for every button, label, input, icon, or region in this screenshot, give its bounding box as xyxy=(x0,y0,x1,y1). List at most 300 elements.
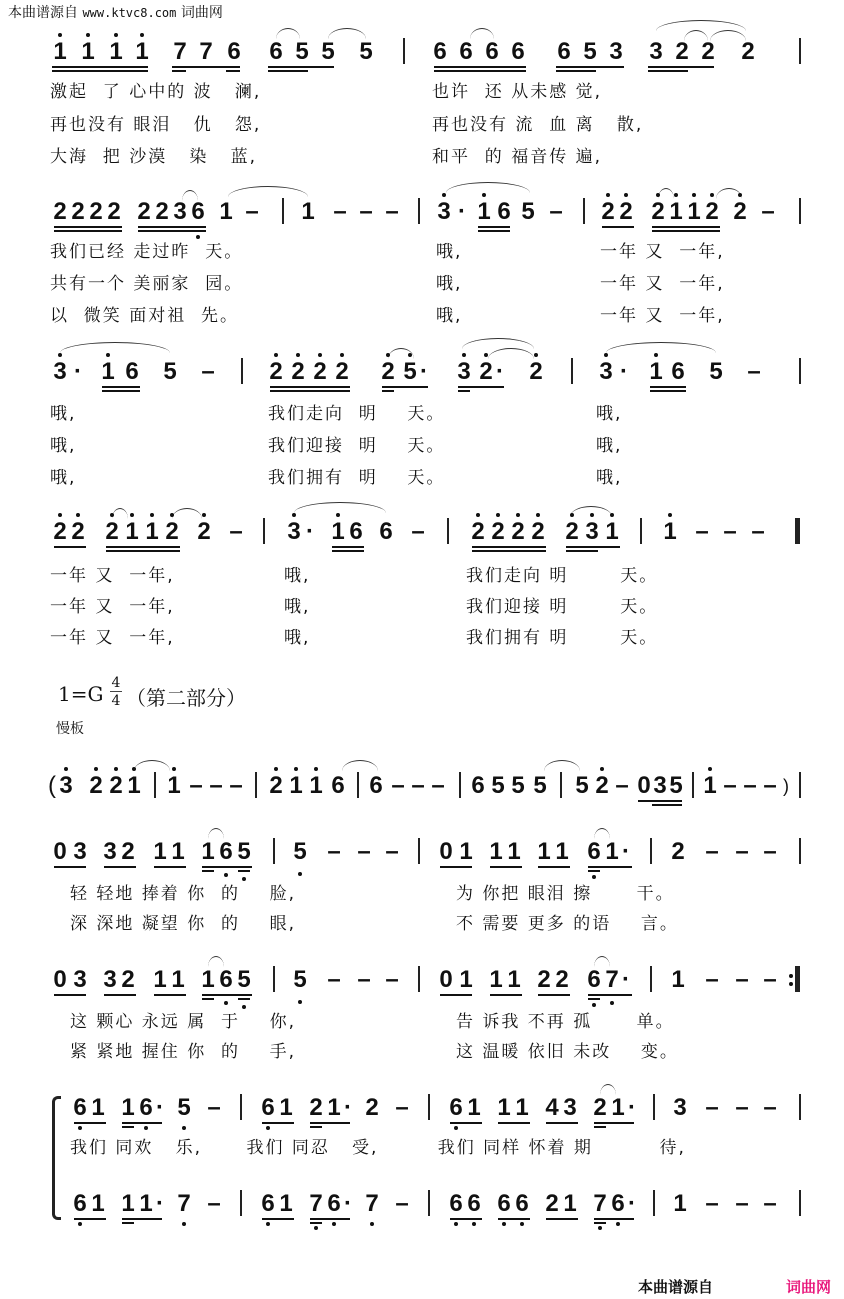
beam-underline xyxy=(310,1222,322,1224)
note: – xyxy=(763,966,777,993)
octave-dot xyxy=(266,1126,270,1130)
lyric-line: 紧 紧地 握住 你 的 手, xyxy=(70,1042,297,1062)
note: 1 xyxy=(611,1094,625,1121)
note: 1 xyxy=(289,772,303,799)
octave-dot xyxy=(610,513,614,517)
bar-line xyxy=(447,518,449,544)
beam-underline xyxy=(332,546,364,548)
beam-underline xyxy=(602,226,634,228)
bar-line xyxy=(241,358,243,384)
lyric-line: 和平 的 福音传 遍, xyxy=(432,147,603,167)
note: 1 xyxy=(687,198,701,225)
note: – xyxy=(357,966,371,993)
lyric-line: 激起 了 心中的 波 澜, xyxy=(50,82,262,102)
note: 1 xyxy=(171,966,185,993)
note: 6 xyxy=(467,1190,481,1217)
octave-dot xyxy=(298,872,302,876)
bar-line xyxy=(650,966,652,992)
note: · xyxy=(622,838,630,865)
slur xyxy=(606,342,716,353)
octave-dot xyxy=(604,353,608,357)
bar-line xyxy=(653,1094,655,1120)
note: 1 xyxy=(309,772,323,799)
note: · xyxy=(74,358,82,385)
octave-dot xyxy=(314,1226,318,1230)
octave-dot xyxy=(224,873,228,877)
key-signature: 1=G xyxy=(58,682,104,706)
note: – xyxy=(359,198,373,225)
beam-underline xyxy=(154,866,186,868)
octave-dot xyxy=(442,193,446,197)
beam-underline xyxy=(594,1218,634,1220)
note: 1 xyxy=(145,518,159,545)
beam-underline xyxy=(202,998,214,1000)
bar-line xyxy=(418,838,420,864)
note: 6 xyxy=(433,38,447,65)
note: 3 xyxy=(173,198,187,225)
note: 1 xyxy=(673,1190,687,1217)
beam-underline xyxy=(172,70,186,72)
beam-underline xyxy=(594,1122,634,1124)
lyric-line: 哦, xyxy=(596,468,623,488)
note: 2 xyxy=(107,198,121,225)
octave-dot xyxy=(298,1000,302,1004)
note: 1 xyxy=(671,966,685,993)
note: 7 xyxy=(177,1190,191,1217)
beam-underline xyxy=(104,866,136,868)
time-signature-bottom: 4 xyxy=(111,693,121,709)
beam-underline xyxy=(54,230,122,232)
note: – xyxy=(761,198,775,225)
note: 3 xyxy=(73,966,87,993)
note: – xyxy=(327,838,341,865)
note: 6 xyxy=(557,38,571,65)
note: · xyxy=(622,966,630,993)
lyric-line: 一年 又 一年, xyxy=(600,242,725,262)
octave-dot xyxy=(114,767,118,771)
octave-dot xyxy=(58,353,62,357)
octave-dot xyxy=(570,513,574,517)
octave-dot xyxy=(624,193,628,197)
bar-line xyxy=(154,772,156,798)
note: 1 xyxy=(459,838,473,865)
beam-underline xyxy=(54,994,86,996)
note: – xyxy=(549,198,563,225)
octave-dot xyxy=(76,513,80,517)
octave-dot xyxy=(656,193,660,197)
note: 2 xyxy=(651,198,665,225)
octave-dot xyxy=(150,513,154,517)
beam-underline xyxy=(498,1218,530,1220)
slur xyxy=(134,760,170,771)
note: 2 xyxy=(365,1094,379,1121)
note: 1 xyxy=(467,1094,481,1121)
note: 2 xyxy=(109,772,123,799)
octave-dot xyxy=(516,513,520,517)
note: 5 xyxy=(669,772,683,799)
note: – xyxy=(207,1190,221,1217)
beam-underline xyxy=(172,66,240,68)
lyric-line: 哦, xyxy=(50,436,77,456)
note: 1 xyxy=(703,772,717,799)
octave-dot xyxy=(78,1126,82,1130)
beam-underline xyxy=(546,1122,578,1124)
note: – xyxy=(735,838,749,865)
octave-dot xyxy=(318,353,322,357)
beam-underline xyxy=(588,866,632,868)
lyric-line: 我们拥有 明 天。 xyxy=(466,628,659,648)
beam-underline xyxy=(202,870,214,872)
slur xyxy=(446,182,530,193)
beam-underline xyxy=(122,1126,134,1128)
note: – xyxy=(723,772,737,799)
lyric-line: 再也没有 眼泪 仇 怨, xyxy=(50,115,262,135)
beam-underline xyxy=(440,994,472,996)
beam-underline xyxy=(54,226,122,228)
lyric-line: 哦, xyxy=(284,566,311,586)
octave-dot xyxy=(590,513,594,517)
note: 3 xyxy=(73,838,87,865)
note: 1 xyxy=(477,198,491,225)
note: 1 xyxy=(153,966,167,993)
note: 1 xyxy=(497,1094,511,1121)
bar-line xyxy=(799,838,801,864)
note: – xyxy=(245,198,259,225)
octave-dot xyxy=(224,1001,228,1005)
beam-underline xyxy=(498,1122,530,1124)
lyric-line: 深 深地 凝望 你 的 眼, xyxy=(70,914,297,934)
note: 6 xyxy=(349,518,363,545)
slur xyxy=(182,190,198,201)
note: 5 xyxy=(163,358,177,385)
note: 5 xyxy=(359,38,373,65)
note: 0 xyxy=(53,966,67,993)
note: 2 xyxy=(511,518,525,545)
bar-line xyxy=(428,1190,430,1216)
note: 5 xyxy=(237,838,251,865)
note: – xyxy=(763,772,777,799)
beam-underline xyxy=(566,550,598,552)
octave-dot xyxy=(592,875,596,879)
beam-underline xyxy=(588,998,600,1000)
bar-line xyxy=(240,1094,242,1120)
lyric-line: 一年 又 一年, xyxy=(50,628,175,648)
note: 2 xyxy=(471,518,485,545)
beam-underline xyxy=(122,1222,134,1224)
beam-underline xyxy=(226,70,240,72)
octave-dot xyxy=(502,1222,506,1226)
note: – xyxy=(207,1094,221,1121)
note: 6 xyxy=(611,1190,625,1217)
slur xyxy=(60,342,170,353)
note: 7 xyxy=(309,1190,323,1217)
note: 2 xyxy=(155,198,169,225)
beam-underline xyxy=(74,1218,106,1220)
octave-dot xyxy=(172,767,176,771)
beam-underline xyxy=(652,230,720,232)
octave-dot xyxy=(476,513,480,517)
note: 1 xyxy=(537,838,551,865)
note: 0 xyxy=(439,838,453,865)
note: 3 xyxy=(599,358,613,385)
note: 2 xyxy=(619,198,633,225)
bar-line xyxy=(459,772,461,798)
octave-dot xyxy=(58,33,62,37)
note: 2 xyxy=(531,518,545,545)
bar-line xyxy=(799,1094,801,1120)
note: – xyxy=(763,1094,777,1121)
octave-dot xyxy=(296,353,300,357)
note: 2 xyxy=(537,966,551,993)
note: 6 xyxy=(471,772,485,799)
note: 2 xyxy=(491,518,505,545)
note: – xyxy=(735,966,749,993)
octave-dot xyxy=(58,513,62,517)
note: – xyxy=(705,838,719,865)
slur xyxy=(342,760,378,771)
note: 6 xyxy=(511,38,525,65)
note: – xyxy=(735,1094,749,1121)
note: 6 xyxy=(671,358,685,385)
beam-underline xyxy=(262,1122,294,1124)
bar-line xyxy=(799,358,801,384)
note: 2 xyxy=(89,772,103,799)
note: 1 xyxy=(109,38,123,65)
lyric-line: 为 你把 眼泪 擦 干。 xyxy=(456,884,675,904)
note: – xyxy=(201,358,215,385)
note: 2 xyxy=(269,772,283,799)
octave-dot xyxy=(408,353,412,357)
beam-underline xyxy=(268,66,334,68)
note: 1 xyxy=(121,1094,135,1121)
note: · xyxy=(344,1094,352,1121)
note: 3 xyxy=(649,38,663,65)
lyric-line: 以 微笑 面对祖 先。 xyxy=(50,306,240,326)
note: 2 xyxy=(121,966,135,993)
lyric-line: 告 诉我 不再 孤 单。 xyxy=(456,1012,675,1032)
intro-close-paren: ) xyxy=(783,776,789,796)
note: 2 xyxy=(593,1094,607,1121)
intro-open-paren: ( xyxy=(48,772,56,799)
note: – xyxy=(705,966,719,993)
note: 1 xyxy=(91,1190,105,1217)
note: 1 xyxy=(153,838,167,865)
note: 2 xyxy=(269,358,283,385)
lyric-line: 轻 轻地 捧着 你 的 脸, xyxy=(70,884,297,904)
bar-line xyxy=(795,518,800,544)
slur xyxy=(544,760,580,771)
note: 1 xyxy=(507,838,521,865)
lyric-line: 哦, xyxy=(436,306,463,326)
note: 5 xyxy=(403,358,417,385)
note: 1 xyxy=(53,38,67,65)
note: – xyxy=(395,1094,409,1121)
note: 6 xyxy=(369,772,383,799)
note: 6 xyxy=(587,838,601,865)
note: 1 xyxy=(135,38,149,65)
note: – xyxy=(327,966,341,993)
bar-line xyxy=(799,1190,801,1216)
tempo-marking: 慢板 xyxy=(56,721,84,737)
octave-dot xyxy=(340,353,344,357)
note: 7 xyxy=(199,38,213,65)
beam-underline xyxy=(440,866,472,868)
note: · xyxy=(306,518,314,545)
note: 2 xyxy=(479,358,493,385)
bar-line xyxy=(583,198,585,224)
bar-line xyxy=(418,966,420,992)
note: 5 xyxy=(293,966,307,993)
note: 2 xyxy=(335,358,349,385)
lyric-line: 我们迎接 明 天。 xyxy=(466,597,659,617)
note: 5 xyxy=(295,38,309,65)
note: 6 xyxy=(379,518,393,545)
note: 1 xyxy=(201,966,215,993)
octave-dot xyxy=(592,1003,596,1007)
beam-underline xyxy=(450,1218,482,1220)
lyric-line: 不 需要 更多 的语 言。 xyxy=(456,914,679,934)
note: · xyxy=(156,1094,164,1121)
note: 3 xyxy=(585,518,599,545)
octave-dot xyxy=(242,877,246,881)
octave-dot xyxy=(606,193,610,197)
beam-underline xyxy=(122,1218,162,1220)
bar-line xyxy=(653,1190,655,1216)
bar-line xyxy=(273,838,275,864)
note: 2 xyxy=(71,198,85,225)
note: 7 xyxy=(365,1190,379,1217)
octave-dot xyxy=(536,513,540,517)
octave-dot xyxy=(598,1226,602,1230)
beam-underline xyxy=(106,550,180,552)
note: 3 xyxy=(287,518,301,545)
note: 3 xyxy=(457,358,471,385)
note: 2 xyxy=(137,198,151,225)
note: 1 xyxy=(489,838,503,865)
beam-underline xyxy=(238,870,250,872)
footer-source-label: 本曲谱源自 xyxy=(638,1278,714,1296)
octave-dot xyxy=(274,767,278,771)
beam-underline xyxy=(310,1126,322,1128)
beam-underline xyxy=(490,994,522,996)
beam-underline xyxy=(268,70,308,72)
lyric-line: 也许 还 从未感 觉, xyxy=(432,82,603,102)
site-name: 词曲网 xyxy=(180,5,223,21)
beam-underline xyxy=(122,1122,162,1124)
note: 1 xyxy=(563,1190,577,1217)
octave-dot xyxy=(616,1222,620,1226)
octave-dot xyxy=(294,767,298,771)
beam-underline xyxy=(270,386,350,388)
note: 6 xyxy=(219,838,233,865)
note: 5 xyxy=(177,1094,191,1121)
note: 6 xyxy=(73,1094,87,1121)
octave-dot xyxy=(114,33,118,37)
octave-dot xyxy=(496,513,500,517)
note: 6 xyxy=(261,1190,275,1217)
slur xyxy=(656,20,746,31)
beam-underline xyxy=(648,66,714,68)
bar-line xyxy=(640,518,642,544)
note: 2 xyxy=(197,518,211,545)
octave-dot xyxy=(534,353,538,357)
note: 2 xyxy=(53,518,67,545)
beam-underline xyxy=(458,390,470,392)
lyric-line: 我们走向 明 天。 xyxy=(268,404,446,424)
note: 1 xyxy=(459,966,473,993)
beam-underline xyxy=(472,550,546,552)
bar-line xyxy=(255,772,257,798)
octave-dot xyxy=(274,353,278,357)
note: 6 xyxy=(219,966,233,993)
note: 5 xyxy=(709,358,723,385)
octave-dot xyxy=(94,767,98,771)
note: 1 xyxy=(605,518,619,545)
beam-underline xyxy=(556,70,596,72)
beam-underline xyxy=(546,1218,578,1220)
bar-line xyxy=(692,772,694,798)
note: – xyxy=(743,772,757,799)
beam-underline xyxy=(588,994,632,996)
note: 1 xyxy=(201,838,215,865)
note: 1 xyxy=(331,518,345,545)
beam-underline xyxy=(138,230,206,232)
beam-underline xyxy=(556,66,624,68)
bar-line xyxy=(428,1094,430,1120)
slur xyxy=(470,28,494,39)
note: 2 xyxy=(595,772,609,799)
bar-line xyxy=(799,38,801,64)
note: 1 xyxy=(139,1190,153,1217)
note: 5 xyxy=(237,966,251,993)
note: 2 xyxy=(121,838,135,865)
octave-dot xyxy=(78,1222,82,1226)
lyric-line: 哦, xyxy=(436,242,463,262)
note: 2 xyxy=(291,358,305,385)
octave-dot xyxy=(292,513,296,517)
note: · xyxy=(458,198,466,225)
note: 1 xyxy=(91,1094,105,1121)
note: 1 xyxy=(127,772,141,799)
octave-dot xyxy=(674,193,678,197)
note: 0 xyxy=(53,838,67,865)
note: 2 xyxy=(313,358,327,385)
bar-line xyxy=(650,838,652,864)
octave-dot xyxy=(144,1126,148,1130)
note: 3 xyxy=(653,772,667,799)
lyric-line: 哦, xyxy=(596,404,623,424)
source-url: www.ktvc8.com xyxy=(82,6,177,20)
octave-dot xyxy=(370,1222,374,1226)
source-watermark xyxy=(8,2,223,22)
time-signature-line xyxy=(110,691,122,692)
source-label: 本曲谱源自 xyxy=(8,5,78,21)
note: 1 xyxy=(279,1094,293,1121)
octave-dot xyxy=(106,353,110,357)
note: 2 xyxy=(89,198,103,225)
beam-underline xyxy=(478,226,510,228)
note: 6 xyxy=(73,1190,87,1217)
bar-line xyxy=(799,198,801,224)
note: 6 xyxy=(139,1094,153,1121)
beam-underline xyxy=(594,1126,606,1128)
slur xyxy=(228,186,308,197)
note: – xyxy=(705,1190,719,1217)
octave-dot xyxy=(789,974,793,978)
note: – xyxy=(385,838,399,865)
note: 2 xyxy=(71,518,85,545)
note: 1 xyxy=(649,358,663,385)
